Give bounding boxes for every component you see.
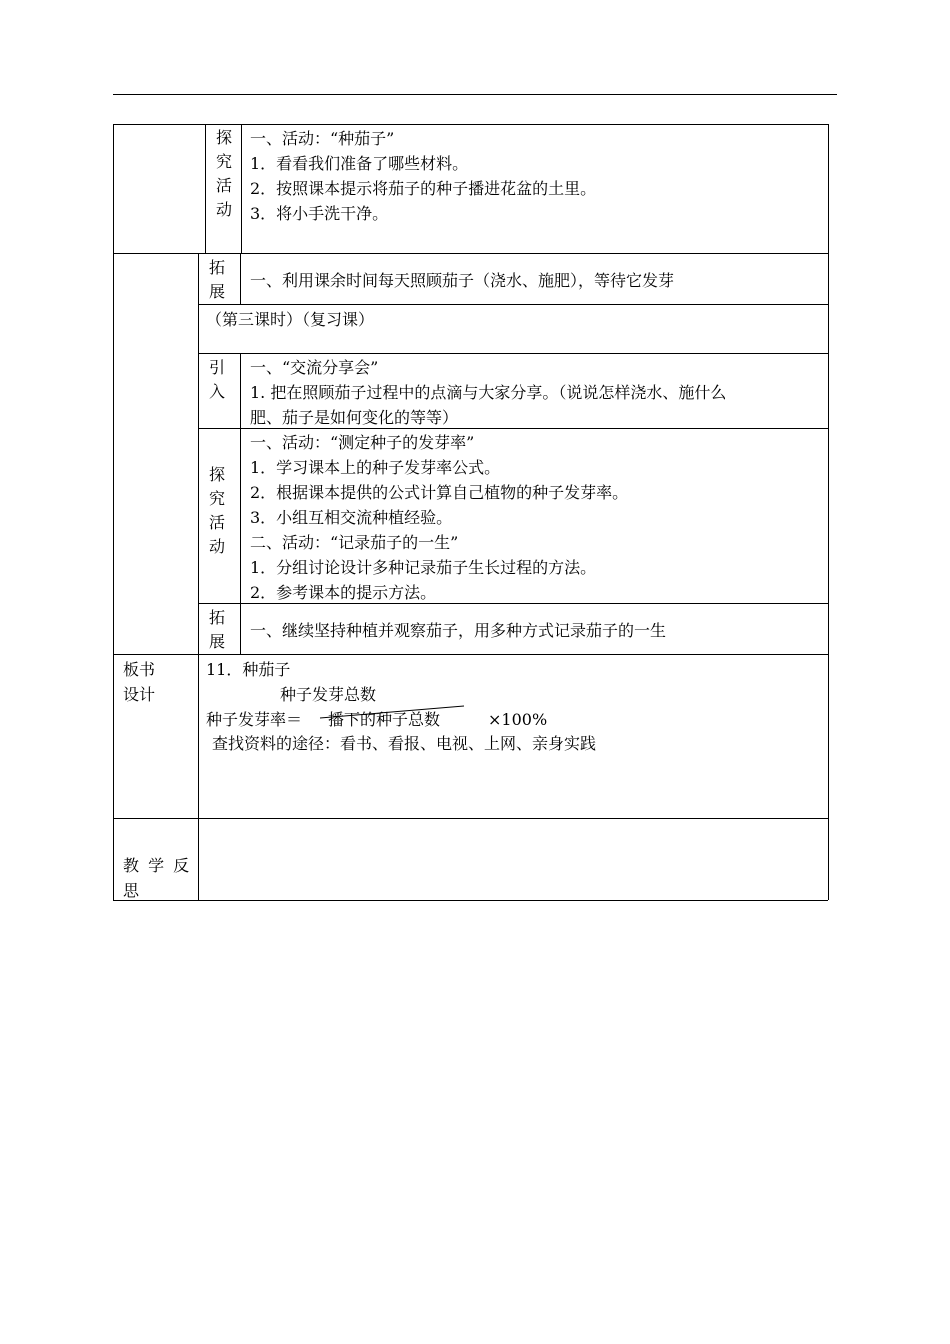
header-rule [113, 94, 837, 95]
resources-line: 查找资料的途径：看书、看报、电视、上网、亲身实践 [212, 734, 597, 753]
section4-label: 探 究 活 动 [208, 465, 225, 556]
section3-label: 引 入 [208, 358, 225, 401]
formula-numerator: 种子发芽总数 [280, 685, 377, 704]
section2-label: 拓 展 [208, 258, 225, 301]
section2-content: 一、利用课余时间每天照顾茄子（浇水、施肥），等待它发芽 [250, 271, 675, 290]
section5-label: 拓 展 [208, 608, 225, 651]
formula-prefix: 种子发芽率＝ [206, 710, 303, 729]
fraction-bar [318, 700, 468, 720]
section1-label: 探 究 活 动 [215, 128, 232, 219]
formula-denominator: 播下的种子总数 [328, 710, 441, 729]
board-title: 11．种茄子 [206, 660, 291, 679]
section5-content: 一、继续坚持种植并观察茄子，用多种方式记录茄子的一生 [250, 621, 667, 640]
lesson3-title: （第三课时）（复习课） [206, 310, 375, 329]
formula-suffix: ×100% [488, 710, 548, 729]
